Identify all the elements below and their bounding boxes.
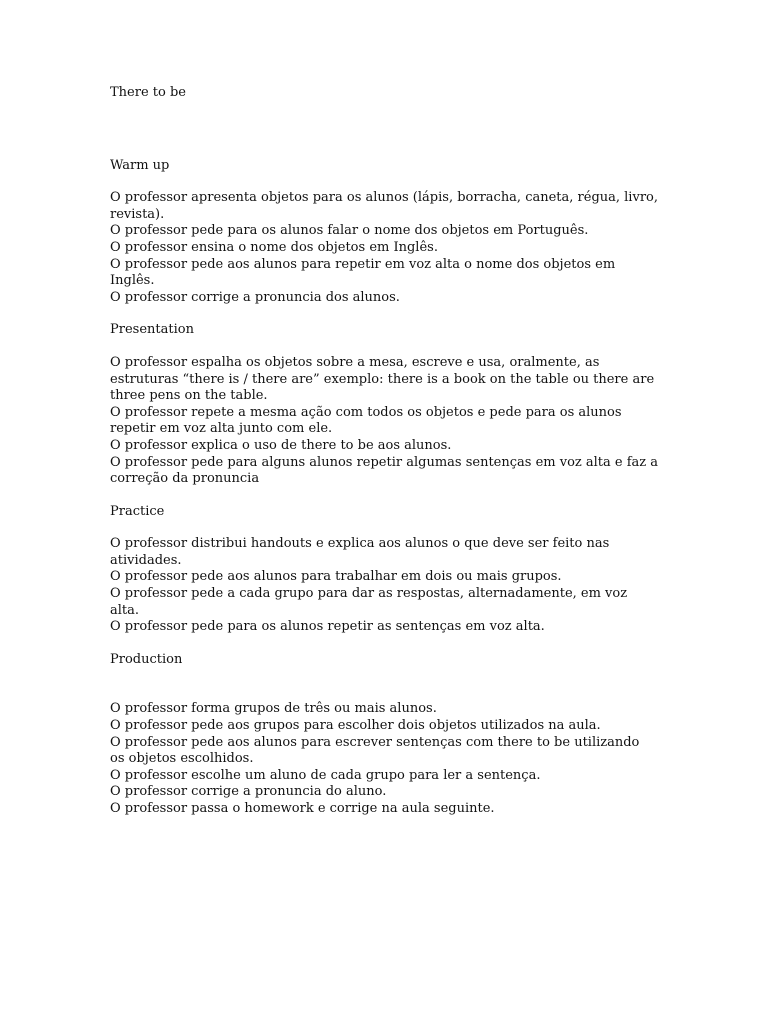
production-line: O professor pede aos grupos para escolher dois objetos utilizados na aula. bbox=[110, 718, 601, 734]
practice-line: O professor pede a cada grupo para dar as respostas, alternadamente, em voz alta. bbox=[110, 586, 628, 618]
warm-up-line: O professor pede aos alunos para repetir em voz alta o nome dos objetos em Inglês. bbox=[110, 256, 616, 289]
section-practice bbox=[110, 504, 658, 636]
document-title: There to be bbox=[110, 85, 186, 100]
section-heading-practice: Practice bbox=[110, 503, 165, 519]
presentation-line: O professor explica o uso de there to be aos alunos. bbox=[110, 437, 452, 453]
warm-up-line: O professor pede para os alunos falar o nome dos objetos em Português. bbox=[110, 223, 589, 239]
production-line: O professor pede aos alunos para escrever sentenças com there to be utilizando os objetos escolhidos. bbox=[110, 734, 640, 767]
section-heading-production: Production bbox=[110, 651, 183, 667]
section-heading-presentation: Presentation bbox=[110, 322, 194, 338]
warm-up-line: O professor ensina o nome dos objetos em Inglês. bbox=[110, 239, 438, 255]
document-page bbox=[110, 85, 658, 834]
practice-line: O professor distribui handouts e explica aos alunos o que deve ser feito nas atividades. bbox=[110, 536, 610, 568]
presentation-line: O professor repete a mesma ação com todos os objetos e pede para os alunos repetir em voz alta junto com ele. bbox=[110, 404, 622, 437]
section-presentation bbox=[110, 322, 658, 487]
production-line: O professor escolhe um aluno de cada grupo para ler a sentença. bbox=[110, 767, 541, 783]
production-line: O professor forma grupos de três ou mais alunos. bbox=[110, 701, 437, 717]
presentation-line: O professor pede para alguns alunos repetir algumas sentenças em voz alta e faz a correção da pronuncia bbox=[110, 454, 659, 487]
practice-line: O professor pede aos alunos para trabalhar em dois ou mais grupos. bbox=[110, 569, 562, 585]
practice-line: O professor pede para os alunos repetir as sentenças em voz alta. bbox=[110, 619, 545, 635]
warm-up-line: O professor corrige a pronuncia dos alunos. bbox=[110, 289, 400, 305]
section-heading-warm-up: Warm up bbox=[110, 157, 170, 173]
production-line: O professor corrige a pronuncia do aluno. bbox=[110, 784, 387, 800]
warm-up-line: O professor apresenta objetos para os alunos (lápis, borracha, caneta, régua, livro, revista). bbox=[110, 190, 658, 222]
production-line: O professor passa o homework e corrige na aula seguinte. bbox=[110, 801, 495, 816]
section-production bbox=[110, 652, 658, 818]
presentation-line: O professor espalha os objetos sobre a mesa, escreve e usa, oralmente, as estruturas “there is / there are” exemplo: there is a book on the table ou there are three pens on the table. bbox=[110, 354, 655, 404]
section-warm-up bbox=[110, 158, 658, 307]
